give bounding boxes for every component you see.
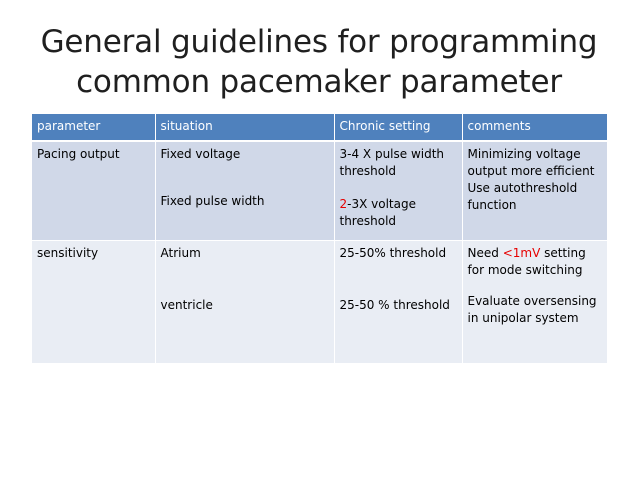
slide-title-line-1: General guidelines for programming (40, 24, 598, 60)
slide-title-line-2: common pacemaker parameter (76, 64, 562, 100)
header-parameter: parameter (32, 114, 155, 141)
slide-title (0, 22, 638, 102)
comment-secondary: Use autothreshold function (467, 181, 578, 212)
comment-prefix: Need (467, 246, 503, 260)
table-row (32, 241, 607, 364)
cell-parameter: Pacing output (32, 141, 155, 241)
guidelines-table (32, 114, 607, 364)
table-row (32, 141, 607, 241)
setting-highlight: 2 (339, 197, 348, 211)
comment-secondary: Evaluate oversensing in unipolar system (467, 294, 597, 325)
cell-situation (155, 141, 334, 241)
cell-situation (155, 241, 334, 364)
situation-primary: Fixed voltage (160, 147, 241, 161)
header-situation: situation (155, 114, 334, 141)
table-header-row (32, 114, 607, 141)
cell-comments (462, 241, 607, 364)
setting-primary: 3-4 X pulse width threshold (339, 147, 445, 178)
setting-primary: 25-50% threshold (339, 246, 447, 260)
situation-secondary: Fixed pulse width (160, 194, 265, 208)
situation-primary: Atrium (160, 246, 201, 260)
situation-secondary: ventricle (160, 298, 213, 312)
cell-chronic-setting (334, 241, 462, 364)
cell-comments (462, 141, 607, 241)
comment-primary: Minimizing voltage output more efficient (467, 147, 595, 178)
comment-highlight: <1mV (502, 246, 541, 260)
comment-suffix: setting for mode switching (467, 246, 586, 277)
setting-secondary: -3X voltage threshold (339, 197, 416, 228)
cell-chronic-setting (334, 141, 462, 241)
header-comments: comments (462, 114, 607, 141)
cell-parameter: sensitivity (32, 241, 155, 364)
setting-secondary: 25-50 % threshold (339, 298, 450, 312)
header-chronic-setting: Chronic setting (334, 114, 462, 141)
